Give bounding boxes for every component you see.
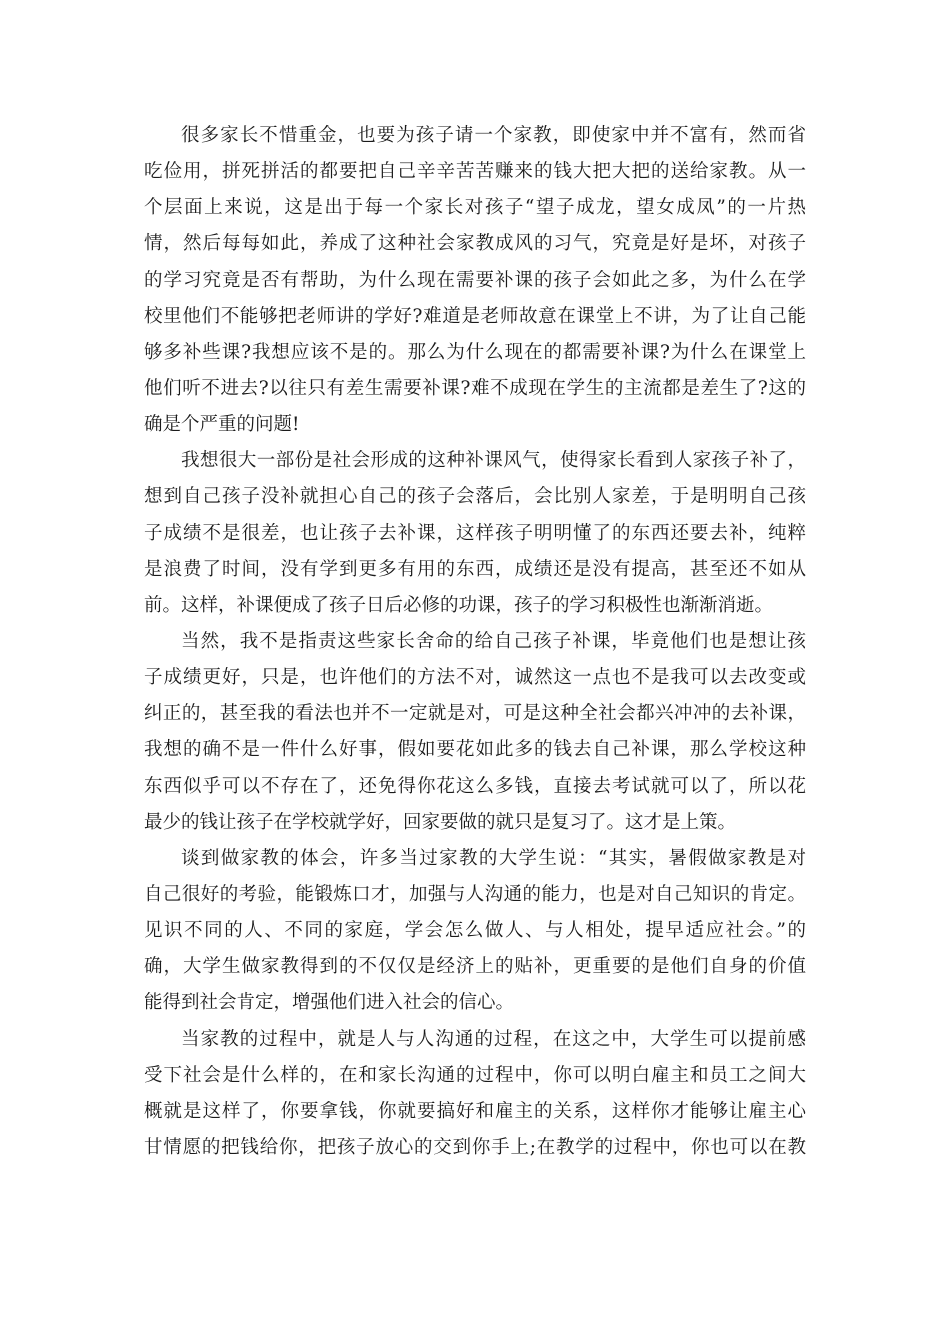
- paragraph-line: 自己很好的考验，能锻炼口才，加强与人沟通的能力，也是对自己知识的肯定。: [144, 883, 806, 905]
- document-body: [144, 118, 806, 1166]
- paragraph-line: 他们听不进去?以往只有差生需要补课?难不成现在学生的主流都是差生了?这的: [144, 377, 806, 399]
- paragraph-3: [144, 624, 806, 841]
- paragraph-line: 当家教的过程中，就是人与人沟通的过程，在这之中，大学生可以提前感: [181, 1028, 806, 1050]
- paragraph-line: 东西似乎可以不存在了，还免得你花这么多钱，直接去考试就可以了，所以花: [144, 775, 806, 797]
- paragraph-line: 概就是这样了，你要拿钱，你就要搞好和雇主的关系，这样你才能够让雇主心: [144, 1100, 806, 1122]
- paragraph-line: 子成绩更好，只是，也许他们的方法不对，诚然这一点也不是我可以去改变或: [144, 667, 806, 689]
- paragraph-line: 我想的确不是一件什么好事，假如要花如此多的钱去自己补课，那么学校这种: [144, 739, 806, 761]
- paragraph-2: [144, 443, 806, 624]
- paragraph-line: 情，然后每每如此，养成了这种社会家教成风的习气，究竟是好是坏，对孩子: [144, 233, 806, 255]
- paragraph-4: [144, 841, 806, 1022]
- paragraph-line: 甘情愿的把钱给你，把孩子放心的交到你手上;在教学的过程中，你也可以在教: [144, 1136, 806, 1158]
- paragraph-line: 吃俭用，拼死拼活的都要把自己辛辛苦苦赚来的钱大把大把的送给家教。从一: [144, 161, 806, 183]
- paragraph-line: 的学习究竟是否有帮助，为什么现在需要补课的孩子会如此之多，为什么在学: [144, 269, 806, 291]
- paragraph-line: 纠正的，甚至我的看法也并不一定就是对，可是这种全社会都兴冲冲的去补课，: [144, 703, 806, 725]
- paragraph-line: 确，大学生做家教得到的不仅仅是经济上的贴补，更重要的是他们自身的价值: [144, 956, 806, 978]
- paragraph-5: [144, 1022, 806, 1167]
- paragraph-line: 想到自己孩子没补就担心自己的孩子会落后，会比别人家差，于是明明自己孩: [144, 486, 806, 508]
- paragraph-line: 校里他们不能够把老师讲的学好?难道是老师故意在课堂上不讲，为了让自己能: [144, 305, 806, 327]
- paragraph-line: 谈到做家教的体会，许多当过家教的大学生说：“其实，暑假做家教是对: [181, 847, 806, 869]
- paragraph-line: 确是个严重的问题!: [144, 414, 300, 436]
- paragraph-line: 当然，我不是指责这些家长舍命的给自己孩子补课，毕竟他们也是想让孩: [181, 630, 806, 652]
- paragraph-line: 个层面上来说，这是出于每一个家长对孩子“望子成龙，望女成凤”的一片热: [144, 197, 806, 219]
- paragraph-line: 够多补些课?我想应该不是的。那么为什么现在的都需要补课?为什么在课堂上: [144, 341, 806, 363]
- paragraph-line: 见识不同的人、不同的家庭，学会怎么做人、与人相处，提早适应社会。”的: [144, 920, 806, 942]
- paragraph-line: 最少的钱让孩子在学校就学好，回家要做的就只是复习了。这才是上策。: [144, 811, 737, 833]
- paragraph-line: 我想很大一部份是社会形成的这种补课风气，使得家长看到人家孩子补了，: [181, 450, 806, 472]
- paragraph-1: [144, 118, 806, 443]
- paragraph-line: 前。这样，补课便成了孩子日后必修的功课，孩子的学习积极性也渐渐消逝。: [144, 594, 774, 616]
- paragraph-line: 子成绩不是很差，也让孩子去补课，这样孩子明明懂了的东西还要去补，纯粹: [144, 522, 806, 544]
- paragraph-line: 是浪费了时间，没有学到更多有用的东西，成绩还是没有提高，甚至还不如从: [144, 558, 806, 580]
- paragraph-line: 能得到社会肯定，增强他们进入社会的信心。: [144, 992, 515, 1014]
- paragraph-line: 很多家长不惜重金，也要为孩子请一个家教，即使家中并不富有，然而省: [181, 125, 806, 146]
- paragraph-line: 受下社会是什么样的，在和家长沟通的过程中，你可以明白雇主和员工之间大: [144, 1064, 806, 1086]
